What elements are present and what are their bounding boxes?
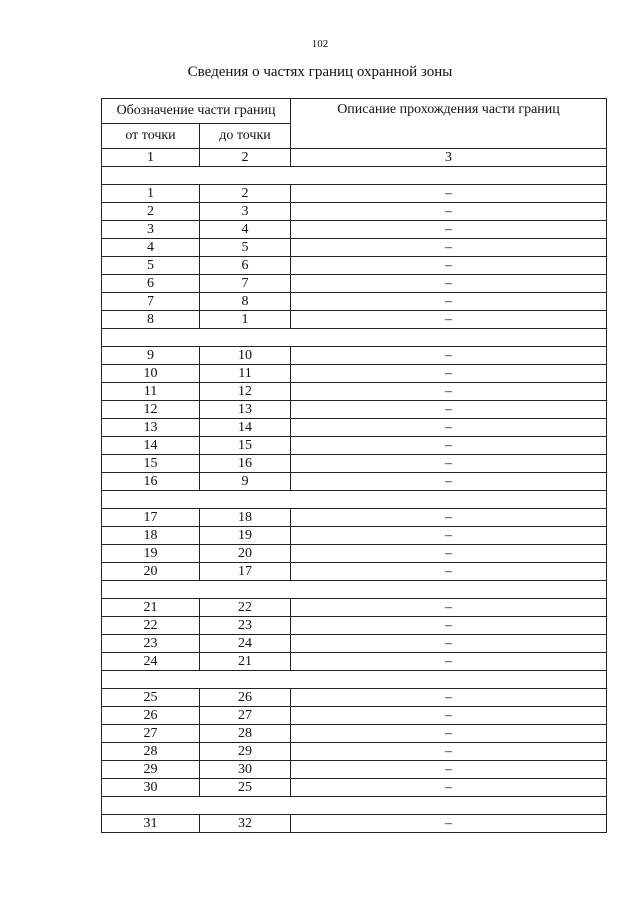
- to-point-cell: 16: [200, 455, 291, 473]
- description-cell: –: [291, 599, 607, 617]
- table-row: [102, 401, 607, 419]
- group-separator-row: [102, 491, 607, 509]
- to-point-cell: 28: [200, 725, 291, 743]
- group-separator-row: [102, 329, 607, 347]
- from-point-cell: 16: [102, 473, 200, 491]
- table-row: [102, 347, 607, 365]
- from-point-cell: 19: [102, 545, 200, 563]
- description-cell: –: [291, 185, 607, 203]
- from-point-cell: 22: [102, 617, 200, 635]
- description-cell: –: [291, 455, 607, 473]
- table-row: [102, 293, 607, 311]
- description-cell: –: [291, 401, 607, 419]
- table-row: [102, 761, 607, 779]
- column-number-row: [102, 149, 607, 167]
- to-point-cell: 20: [200, 545, 291, 563]
- description-cell: –: [291, 275, 607, 293]
- boundary-table: [101, 98, 607, 833]
- page-number: 102: [311, 38, 329, 50]
- group-separator-cell: [102, 671, 607, 689]
- description-cell: –: [291, 419, 607, 437]
- group-separator-row: [102, 797, 607, 815]
- from-point-cell: 4: [102, 239, 200, 257]
- from-point-cell: 2: [102, 203, 200, 221]
- table-row: [102, 455, 607, 473]
- to-point-cell: 26: [200, 689, 291, 707]
- from-point-cell: 15: [102, 455, 200, 473]
- table-row: [102, 257, 607, 275]
- description-cell: –: [291, 617, 607, 635]
- to-point-cell: 22: [200, 599, 291, 617]
- table-row: [102, 689, 607, 707]
- table-row: [102, 545, 607, 563]
- table-row: [102, 527, 607, 545]
- description-cell: –: [291, 365, 607, 383]
- from-point-cell: 29: [102, 761, 200, 779]
- column-number: 3: [291, 149, 607, 167]
- description-cell: –: [291, 635, 607, 653]
- group-separator-row: [102, 581, 607, 599]
- table-row: [102, 221, 607, 239]
- table-row: [102, 203, 607, 221]
- table-row: [102, 653, 607, 671]
- table-row: [102, 185, 607, 203]
- table-row: [102, 815, 607, 833]
- from-point-cell: 27: [102, 725, 200, 743]
- to-point-cell: 3: [200, 203, 291, 221]
- description-cell: –: [291, 689, 607, 707]
- table-row: [102, 617, 607, 635]
- to-point-cell: 19: [200, 527, 291, 545]
- column-number: 2: [200, 149, 291, 167]
- table-row: [102, 743, 607, 761]
- description-cell: –: [291, 725, 607, 743]
- description-cell: –: [291, 707, 607, 725]
- to-point-cell: 27: [200, 707, 291, 725]
- to-point-cell: 13: [200, 401, 291, 419]
- header-to-point: до точки: [200, 124, 291, 149]
- column-number: 1: [102, 149, 200, 167]
- from-point-cell: 9: [102, 347, 200, 365]
- table-row: [102, 383, 607, 401]
- to-point-cell: 15: [200, 437, 291, 455]
- from-point-cell: 10: [102, 365, 200, 383]
- from-point-cell: 6: [102, 275, 200, 293]
- to-point-cell: 25: [200, 779, 291, 797]
- to-point-cell: 1: [200, 311, 291, 329]
- to-point-cell: 6: [200, 257, 291, 275]
- description-cell: –: [291, 779, 607, 797]
- table-row: [102, 707, 607, 725]
- description-cell: –: [291, 203, 607, 221]
- description-cell: –: [291, 509, 607, 527]
- table-row: [102, 779, 607, 797]
- header-boundary-designation: Обозначение части границ: [102, 99, 291, 124]
- from-point-cell: 26: [102, 707, 200, 725]
- from-point-cell: 8: [102, 311, 200, 329]
- to-point-cell: 14: [200, 419, 291, 437]
- table-row: [102, 635, 607, 653]
- to-point-cell: 9: [200, 473, 291, 491]
- from-point-cell: 23: [102, 635, 200, 653]
- page-title: Сведения о частях границ охранной зоны: [187, 64, 453, 80]
- table-row: [102, 563, 607, 581]
- group-separator-cell: [102, 581, 607, 599]
- table-row: [102, 725, 607, 743]
- description-cell: –: [291, 473, 607, 491]
- description-cell: –: [291, 761, 607, 779]
- to-point-cell: 23: [200, 617, 291, 635]
- description-cell: –: [291, 527, 607, 545]
- table-row: [102, 419, 607, 437]
- from-point-cell: 14: [102, 437, 200, 455]
- to-point-cell: 8: [200, 293, 291, 311]
- from-point-cell: 13: [102, 419, 200, 437]
- header-from-point: от точки: [102, 124, 200, 149]
- description-cell: –: [291, 293, 607, 311]
- to-point-cell: 4: [200, 221, 291, 239]
- table-row: [102, 365, 607, 383]
- from-point-cell: 18: [102, 527, 200, 545]
- table-row: [102, 599, 607, 617]
- group-separator-cell: [102, 491, 607, 509]
- to-point-cell: 11: [200, 365, 291, 383]
- to-point-cell: 10: [200, 347, 291, 365]
- from-point-cell: 1: [102, 185, 200, 203]
- description-cell: –: [291, 743, 607, 761]
- to-point-cell: 24: [200, 635, 291, 653]
- group-separator-row: [102, 671, 607, 689]
- description-cell: –: [291, 239, 607, 257]
- from-point-cell: 7: [102, 293, 200, 311]
- to-point-cell: 30: [200, 761, 291, 779]
- to-point-cell: 12: [200, 383, 291, 401]
- from-point-cell: 21: [102, 599, 200, 617]
- to-point-cell: 21: [200, 653, 291, 671]
- group-separator-row: [102, 167, 607, 185]
- table-row: [102, 239, 607, 257]
- group-separator-cell: [102, 329, 607, 347]
- description-cell: –: [291, 653, 607, 671]
- table-row: [102, 275, 607, 293]
- description-cell: –: [291, 221, 607, 239]
- from-point-cell: 11: [102, 383, 200, 401]
- header-description: Описание прохождения части границ: [291, 99, 607, 149]
- from-point-cell: 25: [102, 689, 200, 707]
- from-point-cell: 30: [102, 779, 200, 797]
- to-point-cell: 2: [200, 185, 291, 203]
- to-point-cell: 17: [200, 563, 291, 581]
- from-point-cell: 24: [102, 653, 200, 671]
- group-separator-cell: [102, 797, 607, 815]
- to-point-cell: 7: [200, 275, 291, 293]
- from-point-cell: 5: [102, 257, 200, 275]
- from-point-cell: 17: [102, 509, 200, 527]
- to-point-cell: 18: [200, 509, 291, 527]
- table-row: [102, 509, 607, 527]
- table-row: [102, 473, 607, 491]
- description-cell: –: [291, 383, 607, 401]
- description-cell: –: [291, 257, 607, 275]
- description-cell: –: [291, 437, 607, 455]
- from-point-cell: 12: [102, 401, 200, 419]
- description-cell: –: [291, 311, 607, 329]
- from-point-cell: 31: [102, 815, 200, 833]
- description-cell: –: [291, 563, 607, 581]
- from-point-cell: 20: [102, 563, 200, 581]
- to-point-cell: 5: [200, 239, 291, 257]
- table-row: [102, 311, 607, 329]
- description-cell: –: [291, 815, 607, 833]
- group-separator-cell: [102, 167, 607, 185]
- from-point-cell: 28: [102, 743, 200, 761]
- description-cell: –: [291, 545, 607, 563]
- to-point-cell: 32: [200, 815, 291, 833]
- to-point-cell: 29: [200, 743, 291, 761]
- description-cell: –: [291, 347, 607, 365]
- table-row: [102, 437, 607, 455]
- from-point-cell: 3: [102, 221, 200, 239]
